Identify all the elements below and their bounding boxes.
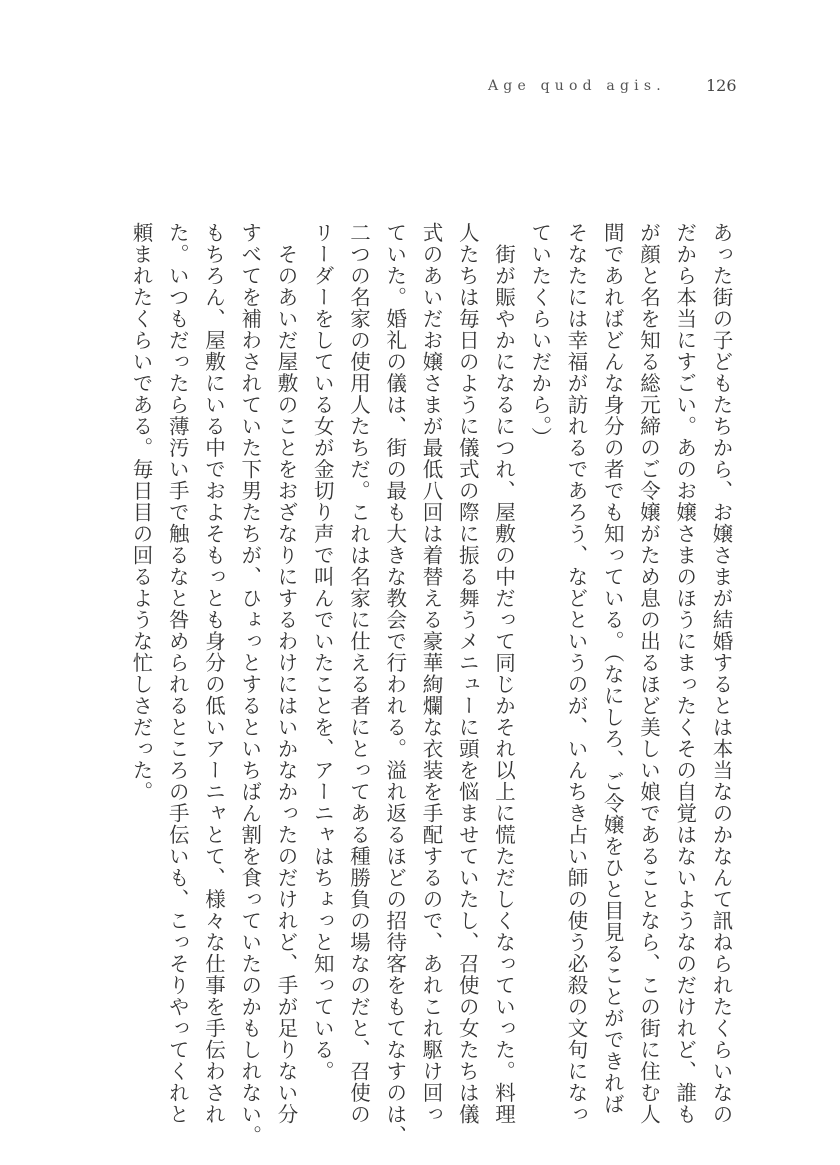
text-line: た。いつもだったら薄汚い手で触るなと咎められるところの手伝いも、こっそりやってくれと	[165, 222, 190, 1125]
text-line: ていた。婚礼の儀は、街の最も大きな教会で行われる。溢れ返るほどの招待客をもてなすのは、	[382, 222, 407, 1147]
text-line: あった街の子どもたちから、お嬢さまが結婚するとは本当なのかなんて訊ねられたくらいなの	[709, 222, 733, 1125]
text-line: 間であればどんな身分の者でも知っている。（なにしろ、ご令嬢をひと目見ることができれば	[600, 222, 625, 1115]
text-line: が顔と名を知る総元締のご令嬢がため息の出るほど美しい娘であることなら、この街に住む人	[636, 222, 661, 1125]
text-line: 街が賑やかになるにつれ、屋敷の中だって同じかそれ以上に慌ただしくなっていった。料理	[491, 222, 516, 1125]
text-line: 頼まれたくらいである。毎日目の回るような忙しさだった。	[129, 222, 153, 803]
vertical-body-text	[123, 222, 739, 1147]
text-line: ていたくらいだから。）	[527, 222, 552, 449]
text-line: 式のあいだお嬢さまが最低八回は着替える豪華絢爛な衣装を手配するので、あれこれ駆け回っ	[419, 222, 443, 1125]
text-line: だから本当にすごい。あのお嬢さまのほうにまったくその自覚はないようなのだけれど、誰も	[672, 222, 697, 1125]
text-line: もちろん、屋敷にいる中でおよそもっとも身分の低いアーニャとて、様々な仕事を手伝わされ	[201, 222, 226, 1125]
text-line: そのあいだ屋敷のことをおざなりにするわけにはいかなかったのだけれど、手が足りない分	[274, 222, 298, 1125]
running-header-title: Age quod agis.	[488, 78, 666, 94]
text-line: そなたには幸福が訪れるであろう、などというのが、いんちき占い師の使う必殺の文句になっ	[564, 222, 588, 1125]
text-line: リーダーをしている女が金切り声で叫んでいたことを、アーニャはちょっと知っている。	[310, 222, 335, 1082]
text-line: 二つの名家の使用人たちだ。これは名家に仕える者にとってある種勝負の場なのだと、召使の	[346, 222, 371, 1125]
page-number: 126	[706, 76, 737, 95]
text-line: 人たちは毎日のように儀式の際に振る舞うメニューに頭を悩ませていたし、召使の女たちは儀	[455, 222, 480, 1125]
text-line: すべてを補わされていた下男たちが、ひょっとするといちばん割を食っていたのかもしれない。	[237, 222, 262, 1147]
